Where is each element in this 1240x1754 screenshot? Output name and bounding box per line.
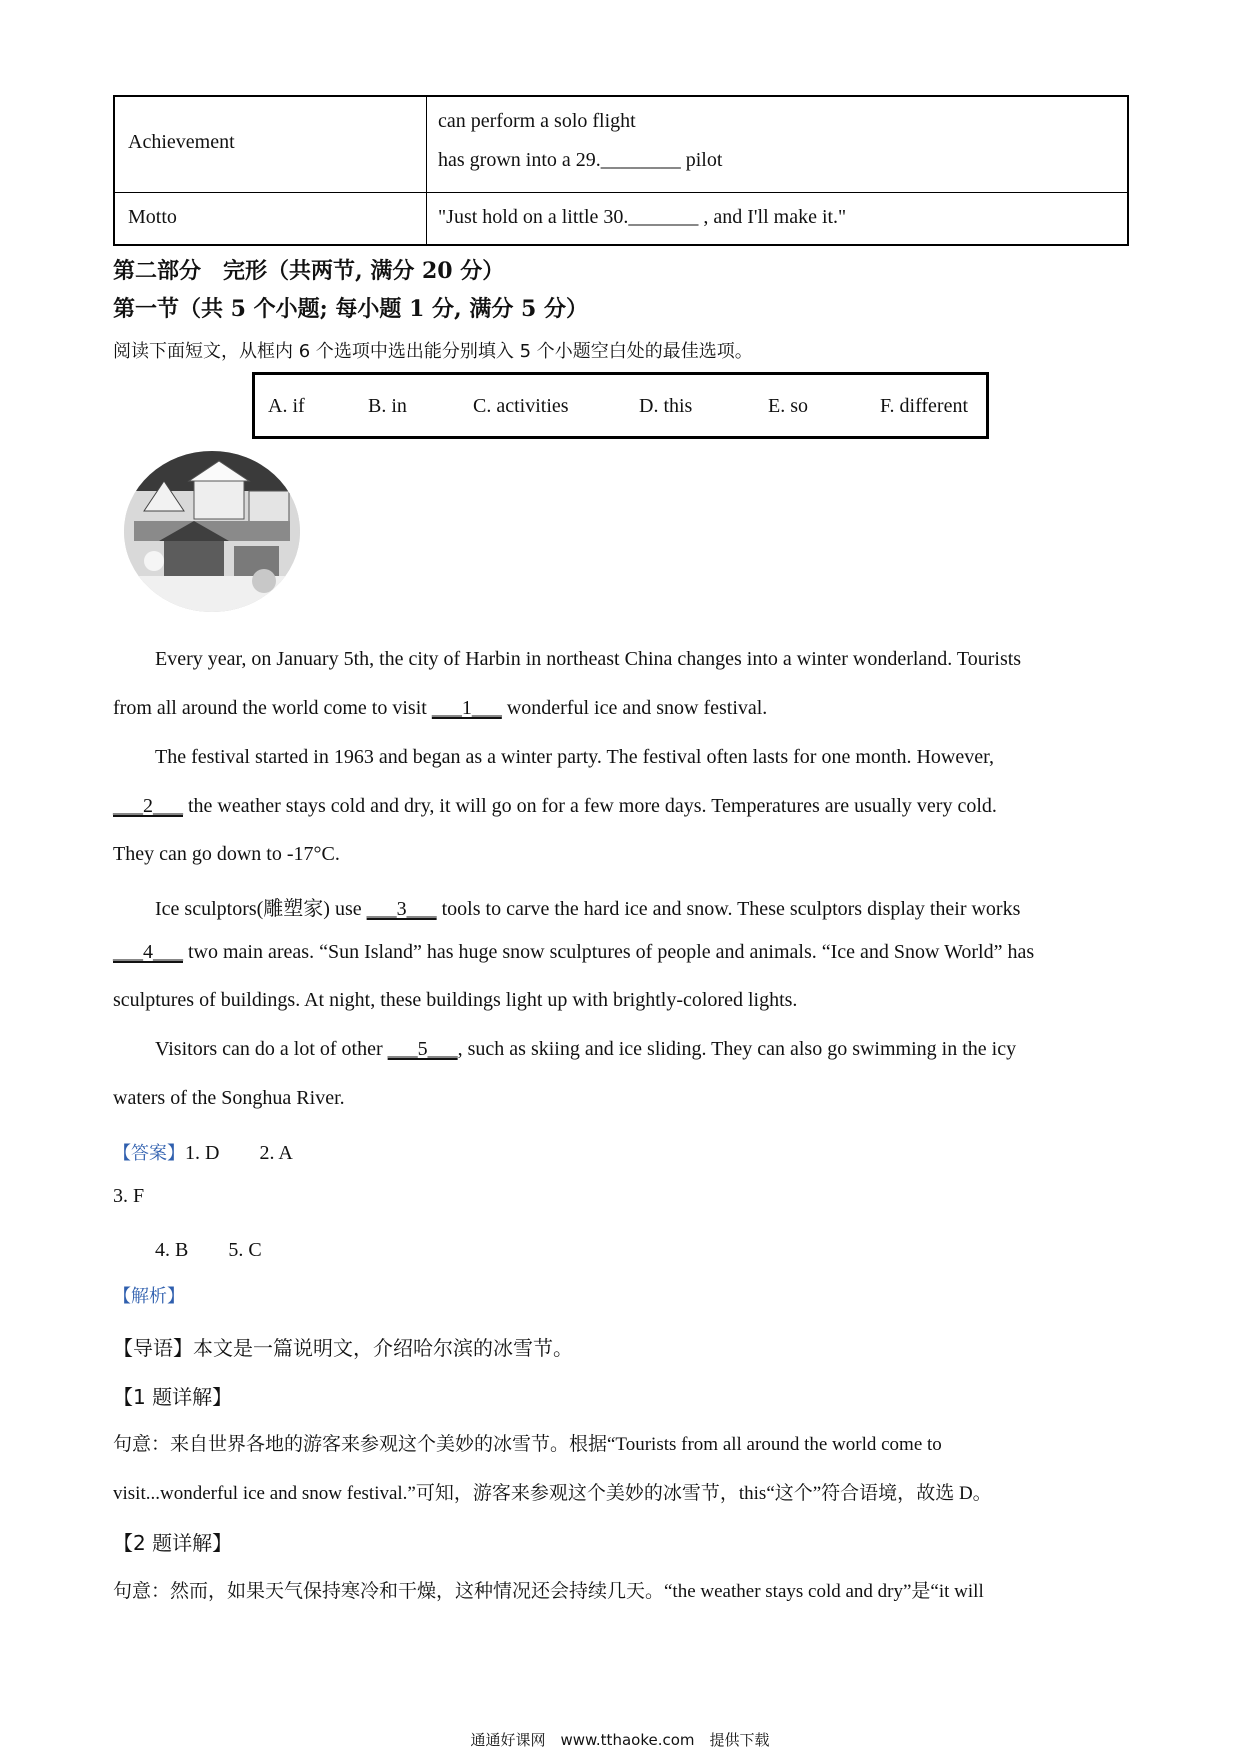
passage-p1-line1: Every year, on January 5th, the city of Harbin in northeast China changes into a winter wonderland. Tourists bbox=[155, 648, 1022, 670]
option-f: F. different bbox=[880, 395, 969, 417]
q2-explanation-line1: 句意：然而，如果天气保持寒冷和干燥，这种情况还会持续几天。“the weather stays cold and dry”是“it will bbox=[113, 1581, 984, 1602]
passage-p4-line1 bbox=[155, 1038, 1016, 1061]
blank-1: ___1___ bbox=[431, 697, 502, 719]
passage-text: Visitors can do a lot of other bbox=[155, 1038, 388, 1060]
table-row-achievement bbox=[115, 97, 1127, 193]
analysis-tag bbox=[113, 1282, 185, 1308]
table-value-line-1: can perform a solo flight bbox=[438, 110, 636, 132]
passage-text: two main areas. “Sun Island” has huge snow sculptures of people and animals. “Ice and Snow World” has bbox=[183, 941, 1035, 963]
option-e: E. so bbox=[768, 395, 808, 417]
q1-explanation-line2: visit...wonderful ice and snow festival.”可知，游客来参观这个美妙的冰雪节，this“这个”符合语境，故选 D。 bbox=[113, 1483, 992, 1504]
info-table bbox=[113, 95, 1129, 246]
passage-text: from all around the world come to visit bbox=[113, 697, 432, 719]
table-divider bbox=[426, 97, 427, 244]
passage-text: wonderful ice and snow festival. bbox=[501, 697, 768, 719]
passage-p2-line2 bbox=[113, 795, 997, 818]
option-c: C. activities bbox=[473, 395, 569, 417]
passage-p3-line3: sculptures of buildings. At night, these buildings light up with brightly-colored lights. bbox=[113, 989, 798, 1011]
table-label-achievement: Achievement bbox=[128, 131, 235, 153]
q2-title: 【2 题详解】 bbox=[113, 1531, 233, 1555]
passage-text: the weather stays cold and dry, it will go on for a few more days. Temperatures are usually very cold. bbox=[183, 795, 997, 817]
analysis-intro: 【导语】本文是一篇说明文，介绍哈尔滨的冰雪节。 bbox=[113, 1336, 573, 1360]
table-row-motto bbox=[115, 192, 1127, 244]
ice-festival-illustration bbox=[124, 451, 300, 612]
sub-heading: 第一节（共 5 个小题; 每小题 1 分, 满分 5 分） bbox=[113, 296, 588, 322]
passage-p3-line2 bbox=[113, 941, 1034, 964]
blank-5: ___5___ bbox=[387, 1038, 458, 1060]
passage-text: tools to carve the hard ice and snow. These sculptors display their works bbox=[436, 898, 1021, 920]
analysis-label: 【解析】 bbox=[113, 1286, 185, 1307]
answers-1-2: 1. D 2. A bbox=[185, 1142, 293, 1164]
option-d: D. this bbox=[639, 395, 693, 417]
passage-p1-line2 bbox=[113, 697, 767, 720]
passage-p4-line2: waters of the Songhua River. bbox=[113, 1087, 345, 1109]
blank-3: ___3___ bbox=[366, 898, 437, 920]
part-heading: 第二部分 完形（共两节, 满分 20 分） bbox=[113, 258, 505, 284]
table-value-line-2: has grown into a 29.________ pilot bbox=[438, 149, 723, 171]
harbin-festival-photo bbox=[124, 451, 300, 612]
options-box bbox=[252, 372, 989, 439]
passage-p3-line1 bbox=[155, 892, 1020, 921]
table-value-motto: "Just hold on a little 30._______ , and I'll make it." bbox=[438, 206, 847, 228]
blank-2: ___2___ bbox=[113, 795, 183, 817]
passage-text: Ice sculptors(雕塑家) use bbox=[155, 898, 367, 920]
answers-4-5: 4. B 5. C bbox=[155, 1239, 262, 1261]
option-b: B. in bbox=[368, 395, 407, 417]
q1-explanation-line1: 句意：来自世界各地的游客来参观这个美妙的冰雪节。根据“Tourists from all around the world come to bbox=[113, 1434, 942, 1455]
q1-title: 【1 题详解】 bbox=[113, 1385, 233, 1409]
answers-3: 3. F bbox=[113, 1185, 145, 1207]
table-label-motto: Motto bbox=[128, 206, 177, 228]
passage-p2-line3: They can go down to -17°C. bbox=[113, 843, 340, 865]
option-a: A. if bbox=[268, 395, 305, 417]
passage-p2-line1: The festival started in 1963 and began as a winter party. The festival often lasts for one month. However, bbox=[155, 746, 994, 768]
passage-text: , such as skiing and ice sliding. They can also go swimming in the icy bbox=[457, 1038, 1017, 1060]
answers-line-1 bbox=[113, 1136, 293, 1165]
instruction-text: 阅读下面短文，从框内 6 个选项中选出能分别填入 5 个小题空白处的最佳选项。 bbox=[113, 341, 753, 362]
blank-4: ___4___ bbox=[113, 941, 183, 963]
page-footer: 通通好课网 www.tthaoke.com 提供下载 bbox=[470, 1731, 770, 1749]
answer-tag: 【答案】 bbox=[113, 1143, 185, 1164]
